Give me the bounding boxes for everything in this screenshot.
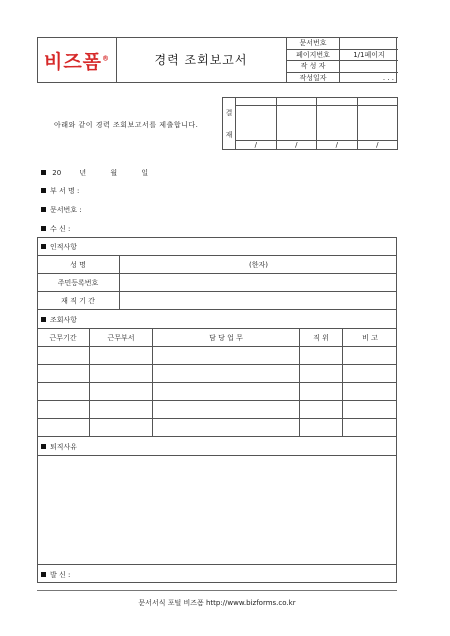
footer-text: 문서서식 포털 비즈폼 http://www.bizforms.co.kr — [138, 599, 296, 607]
personal-label: 성 명 — [37, 256, 120, 274]
resignation-section-title: 퇴직사유 — [41, 442, 77, 452]
department-field[interactable]: 부 서 명 : — [41, 186, 79, 196]
inquiry-section-title: 조회사항 — [41, 315, 77, 325]
table-row — [37, 347, 397, 365]
intro-text: 아래와 같이 경력 조회보고서를 제출합니다. — [54, 121, 199, 129]
meta-label: 페이지번호 — [287, 49, 340, 61]
name-input[interactable]: (한자) — [120, 256, 398, 274]
sender-divider — [37, 564, 397, 565]
bizforms-logo: 비즈폼® — [43, 50, 111, 73]
approval-box — [222, 97, 398, 150]
meta-table — [286, 37, 398, 83]
recipient-field[interactable]: 수 신 : — [41, 224, 70, 234]
date-slash: / — [317, 141, 358, 150]
personal-label: 재 직 기 간 — [37, 292, 120, 310]
col-header: 근무기간 — [37, 329, 90, 347]
meta-value: 1/1페이지 — [340, 49, 399, 61]
meta-value — [340, 61, 399, 73]
date-slash: / — [357, 141, 398, 150]
meta-label: 작 성 자 — [287, 61, 340, 73]
personal-label: 주민등록번호 — [37, 274, 120, 292]
col-header: 비 고 — [343, 329, 398, 347]
page-title: 경력 조회보고서 — [154, 53, 248, 67]
table-row — [37, 365, 397, 383]
col-header: 직 위 — [300, 329, 343, 347]
date-slash: / — [276, 141, 317, 150]
table-row — [37, 401, 397, 419]
col-header: 담 당 업 무 — [153, 329, 300, 347]
personal-table — [37, 255, 397, 310]
resignation-area[interactable] — [38, 456, 396, 564]
col-header: 근무부서 — [90, 329, 153, 347]
sign-cell[interactable] — [276, 106, 317, 141]
footer-rule — [37, 590, 397, 591]
id-number-input[interactable] — [120, 274, 398, 292]
table-row — [37, 383, 397, 401]
approval-label: 결 재 — [223, 98, 236, 150]
header-frame — [37, 37, 397, 83]
inquiry-table — [37, 328, 397, 437]
meta-label: 문서번호 — [287, 38, 340, 50]
personal-section-title: 인적사항 — [41, 242, 77, 252]
date-field[interactable]: 20 년 월 일 — [41, 168, 148, 178]
tenure-input[interactable] — [120, 292, 398, 310]
table-row — [37, 419, 397, 437]
sign-cell[interactable] — [317, 106, 358, 141]
sign-cell[interactable] — [357, 106, 398, 141]
doc-number-field[interactable]: 문서번호 : — [41, 205, 82, 215]
sign-cell[interactable] — [236, 106, 277, 141]
logo-cell — [38, 38, 117, 82]
meta-value — [340, 38, 399, 50]
meta-label: 작성일자 — [287, 72, 340, 83]
meta-value: . . . — [340, 72, 399, 83]
date-slash: / — [236, 141, 277, 150]
sender-field[interactable]: 발 신 : — [41, 570, 70, 580]
